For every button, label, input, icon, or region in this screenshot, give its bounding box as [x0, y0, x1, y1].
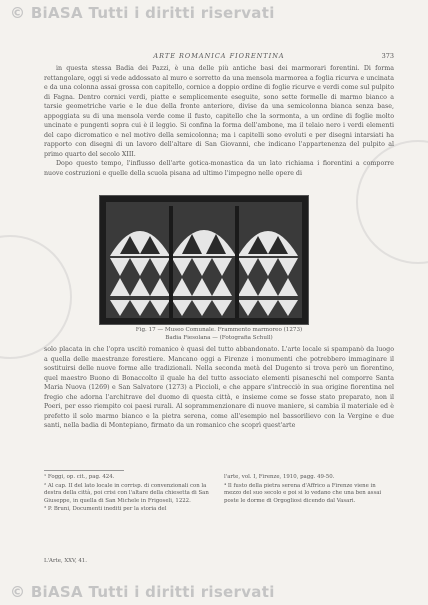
footnote-3-continued: l'arte, vol. I, Firenze, 1910, pagg. 49-50. [224, 474, 335, 480]
footnotes-left-column [44, 474, 212, 515]
body-text-lower [44, 345, 394, 431]
page-number: 373 [381, 52, 394, 60]
paragraph-3: solo placata in che l'opra uscitò romanico è quasi del tutto abbandonato. L'arte locale si spampanò da luogo a quella delle maestranze forestiere. Mancano oggi a Firenze i monumenti che potrebbero immaginare il sostituirsi delle nuove forme alle tradizionali. Nella seconda metà del Dugento si trova però un fiorentino, quel maestro Buono di Bonaccolto il quale ha del tutto associato elementi pisaneschi nel comporre Santa Maria Nuova (1269) e San Salvatore (1273) a Piccioli, e che appare s'intrecciò in sua origine fiorentina nel fregio che adorna l'architrave del duomo di questa città, e insieme come se fosse stato preparato, non il Poeri, per esso riempito coi paesi rurali. Al soprammenzionare di nuove maniere, si cambia il materiale ed è prefetto il solo marmo bianco e la pietra serena, come all'esempio nel bassorilievo con la Vergine e due santi, nella badia di Montepiano, firmato da un romanico che scoprì quest'arte [44, 346, 394, 429]
footnotes [44, 474, 394, 544]
figure-caption [44, 326, 394, 342]
paragraph-2: Dopo questo tempo, l'influsso dell'arte gotica-monastica da un lato richiama i fiorentini a comporre nuove costruzioni e quelle della scuola pisana ad ultimo l'impegno nelle opere di [44, 160, 394, 177]
footnote-divider [44, 470, 124, 471]
body-text-upper [44, 64, 394, 178]
footnote-2: ² Al cap. II del lato locale in corrisp. di convenzionali con la destra della città, poi crisi con l'altare della chiesetta di San Giuseppe, in quella di San Michele in Frigoseli, 1222. [44, 482, 209, 504]
watermark-top: © BiASA Tutti i diritti riservati [10, 4, 275, 22]
paragraph-1: in questa stessa Badia dei Pazzi, è una delle più antiche basi dei marmorari forentini. Di forma rettangolare, oggi si vede addossato al muro e sorretto da una mensola marmorea a foglia ricurva e uncinata e da una colonna assai grossa con capitello, cornice a doppio ordine di foglie ricurve e verdi come sul pulpito di Fagna. Dentro cornici verdi, piatte e semplicemente eseguite, sono sette formelle di marmo bianco a tarsie geometriche varie e le due della fronte anteriore, divise da una semicolonna bianca senza base, appoggiata su di una mensola verde come il fusto, capitello che la sormonta, a un ordine di foglie molto uncinate e pungenti sopra cui è il leggio. Si confina la forma dell'ambone, ma il telaio nero i verdi elementi del capo dicromatico e nel motivo della semicolonna; ma i capitelli sono evoluti e per disegni intarsiati ha rapporto con disegni di un lavoro dell'altare di San Giovanni, che indicano l'appartenenza del pulpito al primo quarto del secolo XIII. [44, 65, 394, 158]
figure-caption-line-2: Badia Fiesolana — (Fotografia Schull) [165, 335, 273, 341]
footnote-4: ⁴ Il fusto della pietra serena d'Affrico a Firenze viene in mezzo del suo secolo e poi si lo vedano che una ben assai poste le dorme di Orgogliosi dicendo dal Vasari. [224, 482, 382, 504]
running-head-title: ARTE ROMANICA FIORENTINA [153, 52, 285, 60]
book-page [44, 52, 394, 572]
watermark-bottom: © BiASA Tutti i diritti riservati [10, 583, 275, 601]
figure-caption-line-1: Fig. 17 — Museo Comunale. Frammento marmoreo (1273) [135, 327, 303, 333]
footnote-3: ³ P. Bruni, Documenti inediti per la storia del [44, 506, 167, 513]
running-head [44, 52, 394, 62]
figure-photo [100, 196, 308, 324]
footnotes-right-column [224, 474, 392, 506]
figure-marble-fragment [99, 195, 309, 325]
footnote-1: ¹ Foggi, op. cit., pag. 424. [44, 474, 115, 480]
page-signature: L'Arte, XXV, 41. [44, 558, 87, 564]
